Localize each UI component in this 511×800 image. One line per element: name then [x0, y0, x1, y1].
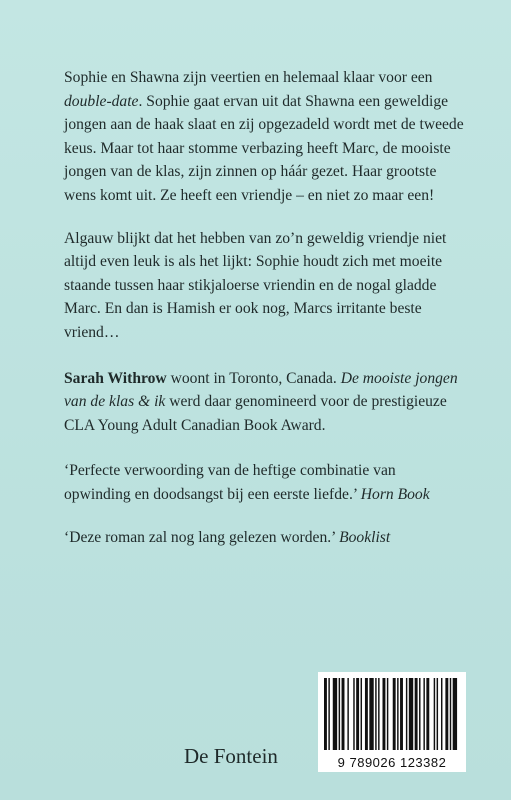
- quote-2-text: ‘Deze roman zal nog lang gelezen worden.’: [64, 528, 340, 546]
- barcode-bar: [361, 678, 362, 750]
- barcode-bar: [382, 678, 385, 750]
- barcode-bar: [434, 678, 435, 750]
- quote-2-source: Booklist: [339, 528, 391, 546]
- barcode-icon: [322, 678, 462, 750]
- blurb-paragraph-1: [64, 66, 464, 208]
- barcode-bar: [347, 678, 348, 750]
- blurb-p1-end: . Sophie gaat ervan uit dat Shawna een geweldige jongen aan de haak slaat en zij opgezadeld wordt met de tweede keus. Maar tot haar stomme verbazing heeft Marc, de mooiste jongen van de klas, zijn zinnen op háár gezet. Haar grootste wens komt uit. Ze heeft een vriendje – en niet zo maar een!: [64, 92, 464, 204]
- isbn-number: 9 789026 123382: [337, 755, 447, 770]
- barcode-bar: [445, 678, 448, 750]
- barcode-bar: [387, 678, 388, 750]
- blurb-p1-emphasis: double-date: [64, 92, 139, 110]
- author-text-start: woont in Toronto, Canada.: [166, 369, 341, 387]
- barcode-bar: [393, 678, 396, 750]
- book-title: De mooiste jongen van de klas & ik: [64, 369, 458, 411]
- blurb-paragraph-2: [64, 227, 464, 345]
- barcode-bar: [397, 678, 398, 750]
- barcode-bar: [365, 678, 368, 750]
- barcode-bar: [409, 678, 413, 750]
- barcode-bar: [378, 678, 379, 750]
- author-text-end: werd daar genomineerd voor de prestigieuze CLA Young Adult Canadian Book Award.: [64, 393, 447, 434]
- barcode-label: [318, 672, 466, 772]
- author-name: Sarah Withrow: [64, 369, 167, 387]
- barcode-bar: [453, 678, 457, 750]
- quote-1: [64, 459, 464, 506]
- barcode-bar: [342, 678, 345, 750]
- barcode-bar: [339, 678, 340, 750]
- quote-2: [64, 526, 464, 550]
- blurb-p1-start: Sophie en Shawna zijn veertien en helemaal klaar voor een: [64, 69, 433, 86]
- barcode-bar: [437, 678, 438, 750]
- author-paragraph: [64, 367, 464, 438]
- barcode-bar: [450, 678, 451, 750]
- barcode-bar: [419, 678, 420, 750]
- blurb-p2-text: Algauw blijkt dat het hebben van zo’n geweldig vriendje niet altijd even leuk is als het lijkt: Sophie houdt zich met moeite staande tussen haar stikjaloerse vriendin en de nogal gladde Marc. En dan is Hamish er ook nog, Marcs irritante beste vriend…: [64, 229, 447, 341]
- barcode-bar: [328, 678, 329, 750]
- barcode-bar: [400, 678, 403, 750]
- quote-1-source: Horn Book: [360, 485, 430, 503]
- blurb-text: [64, 66, 464, 568]
- barcode-bar: [369, 678, 373, 750]
- barcode-bar: [353, 678, 354, 750]
- barcode-bar: [324, 678, 327, 750]
- barcode-bar: [441, 678, 442, 750]
- barcode-bar: [415, 678, 418, 750]
- publisher-name: De Fontein: [184, 744, 278, 768]
- barcode-bar: [375, 678, 376, 750]
- barcode-bar: [406, 678, 407, 750]
- barcode-bar: [333, 678, 337, 750]
- barcode-bar: [356, 678, 359, 750]
- barcode-bar: [426, 678, 429, 750]
- quote-1-text: ‘Perfecte verwoording van de heftige combinatie van opwinding en doodsangst bij een eerste liefde.’: [64, 462, 396, 503]
- barcode-bar: [423, 678, 424, 750]
